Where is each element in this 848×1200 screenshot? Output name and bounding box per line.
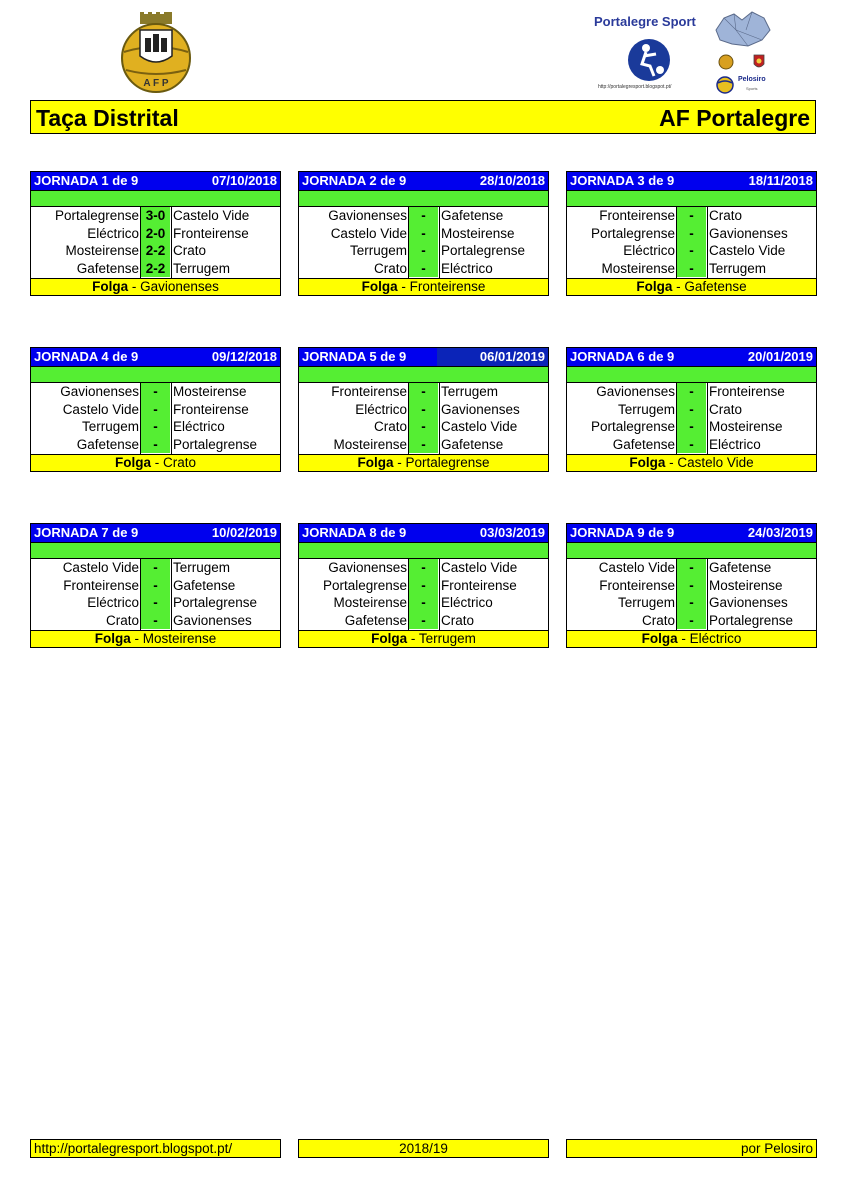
match-row <box>299 436 548 454</box>
round-subheader <box>567 542 816 559</box>
match-score: - <box>409 383 438 401</box>
folga-label: Folga <box>361 279 398 294</box>
round-folga: Folga - Mosteirense <box>31 630 280 647</box>
home-team: Fronteirense <box>331 384 407 399</box>
match-row <box>31 401 280 419</box>
match-row <box>299 225 548 243</box>
round-header <box>299 172 548 190</box>
away-team: Terrugem <box>441 384 499 399</box>
match-score: - <box>677 594 706 612</box>
round-title: JORNADA 8 de 9 <box>302 525 407 540</box>
page-title: Taça Distrital <box>36 105 179 131</box>
district-map-icon <box>712 10 774 55</box>
folga-label: Folga <box>94 631 131 646</box>
match-row <box>567 401 816 419</box>
round-subheader <box>31 190 280 207</box>
folga-team: Fronteirense <box>409 279 486 294</box>
round-matches <box>299 383 548 454</box>
football-player-icon <box>624 38 674 87</box>
match-score: 2-2 <box>141 242 170 260</box>
away-team: Terrugem <box>173 260 231 276</box>
round-title: JORNADA 5 de 9 <box>302 349 407 364</box>
home-team: Castelo Vide <box>62 401 139 417</box>
home-team: Gavionenses <box>596 384 675 399</box>
away-team: Crato <box>709 401 743 417</box>
ps-logo-title: Portalegre Sport <box>594 14 696 29</box>
away-team: Portalegrense <box>441 243 526 258</box>
match-score: 2-0 <box>141 225 170 243</box>
round-header <box>31 348 280 366</box>
match-score: - <box>677 577 706 595</box>
folga-label: Folga <box>114 455 151 470</box>
round-block <box>298 523 549 648</box>
match-row <box>31 436 280 454</box>
round-folga: Folga - Portalegrense <box>299 454 548 471</box>
round-header <box>567 524 816 542</box>
round-header <box>567 172 816 190</box>
home-team: Gafetense <box>76 436 139 452</box>
home-team: Eléctrico <box>355 401 407 417</box>
match-row <box>31 594 280 612</box>
away-team: Mosteirense <box>173 384 247 399</box>
away-team: Gafetense <box>173 577 236 593</box>
away-team: Eléctrico <box>173 419 225 434</box>
folga-team: Mosteirense <box>142 631 217 646</box>
round-block <box>566 347 817 472</box>
away-team: Eléctrico <box>441 595 493 610</box>
round-header <box>31 524 280 542</box>
round-subheader <box>31 542 280 559</box>
away-team: Fronteirense <box>441 577 517 593</box>
round-subheader <box>31 366 280 383</box>
match-score: - <box>141 383 170 401</box>
match-score: - <box>409 559 438 577</box>
round-date: 09/12/2018 <box>211 349 277 364</box>
away-team: Crato <box>709 208 743 223</box>
afp-crest-logo <box>118 12 194 94</box>
match-row <box>567 207 816 225</box>
folga-label: Folga <box>92 279 129 294</box>
round-date: 20/01/2019 <box>747 349 813 364</box>
folga-label: Folga <box>371 631 408 646</box>
round-subheader <box>567 366 816 383</box>
folga-team: Terrugem <box>418 631 476 646</box>
round-header <box>567 348 816 366</box>
match-score: - <box>677 559 706 577</box>
home-team: Fronteirense <box>63 577 139 593</box>
match-score: - <box>409 225 438 243</box>
match-row <box>31 242 280 260</box>
home-team: Gavionenses <box>328 560 407 575</box>
association-title: AF Portalegre <box>659 105 810 131</box>
home-team: Gavionenses <box>328 208 407 223</box>
match-row <box>567 436 816 454</box>
away-team: Portalegrense <box>173 595 258 610</box>
round-header <box>299 348 548 366</box>
match-row <box>299 242 548 260</box>
home-team: Terrugem <box>81 419 139 434</box>
match-score: - <box>409 401 438 419</box>
away-team: Fronteirense <box>173 401 249 417</box>
ps-logo-brand: Pelosiro <box>738 76 766 83</box>
round-subheader <box>299 366 548 383</box>
match-score: - <box>141 401 170 419</box>
match-score: - <box>409 436 438 454</box>
folga-label: Folga <box>641 631 678 646</box>
home-team: Eléctrico <box>623 243 675 258</box>
round-matches <box>567 383 816 454</box>
match-row <box>567 418 816 436</box>
round-folga: Folga - Gavionenses <box>31 278 280 295</box>
match-score: - <box>677 401 706 419</box>
match-row <box>567 612 816 630</box>
round-matches <box>31 559 280 630</box>
away-team: Fronteirense <box>173 225 249 241</box>
match-score: - <box>409 260 438 278</box>
round-matches <box>299 207 548 278</box>
away-team: Mosteirense <box>709 419 783 434</box>
match-score: - <box>677 436 706 454</box>
folga-label: Folga <box>636 279 673 294</box>
round-title: JORNADA 4 de 9 <box>34 349 139 364</box>
round-folga: Folga - Castelo Vide <box>567 454 816 471</box>
round-block <box>30 523 281 648</box>
match-row <box>299 418 548 436</box>
home-team: Mosteirense <box>333 595 407 610</box>
match-score: - <box>141 577 170 595</box>
folga-team: Gavionenses <box>140 279 219 294</box>
away-team: Castelo Vide <box>441 560 518 575</box>
match-row <box>567 594 816 612</box>
home-team: Portalegrense <box>590 419 675 434</box>
away-team: Gafetense <box>441 436 504 452</box>
away-team: Castelo Vide <box>709 243 786 258</box>
match-row <box>299 559 548 577</box>
round-header <box>31 172 280 190</box>
match-score: - <box>677 207 706 225</box>
match-row <box>299 612 548 630</box>
home-team: Fronteirense <box>599 577 675 593</box>
match-row <box>299 383 548 401</box>
footer-season-text: 2018/19 <box>399 1141 448 1156</box>
home-team: Mosteirense <box>65 243 139 258</box>
home-team: Eléctrico <box>87 225 139 241</box>
home-team: Portalegrense <box>322 577 407 593</box>
match-row <box>31 207 280 225</box>
match-row <box>31 225 280 243</box>
round-date: 07/10/2018 <box>211 173 277 188</box>
pelosiro-ball-icon <box>716 76 734 99</box>
away-team: Eléctrico <box>709 436 761 452</box>
footer-season <box>298 1139 549 1158</box>
home-team: Eléctrico <box>87 595 139 610</box>
round-matches <box>567 559 816 630</box>
round-subheader <box>567 190 816 207</box>
match-row <box>567 383 816 401</box>
round-title: JORNADA 6 de 9 <box>570 349 675 364</box>
round-matches <box>31 207 280 278</box>
round-folga: Folga - Terrugem <box>299 630 548 647</box>
round-title: JORNADA 2 de 9 <box>302 173 407 188</box>
home-team: Crato <box>373 260 407 276</box>
home-team: Mosteirense <box>333 436 407 452</box>
away-team: Gafetense <box>441 208 504 223</box>
round-block <box>566 171 817 296</box>
match-score: - <box>677 612 706 630</box>
round-header <box>299 524 548 542</box>
folga-label: Folga <box>629 455 666 470</box>
badges-icon <box>712 52 774 79</box>
away-team: Gavionenses <box>709 225 788 241</box>
round-title: JORNADA 1 de 9 <box>34 173 139 188</box>
away-team: Gavionenses <box>441 401 520 417</box>
match-row <box>567 577 816 595</box>
match-row <box>567 225 816 243</box>
home-team: Terrugem <box>617 595 675 610</box>
match-score: 2-2 <box>141 260 170 278</box>
match-score: - <box>409 418 438 436</box>
away-team: Terrugem <box>173 560 231 575</box>
round-block <box>298 347 549 472</box>
match-row <box>31 383 280 401</box>
folga-team: Crato <box>162 455 196 470</box>
home-team: Castelo Vide <box>598 560 675 575</box>
away-team: Portalegrense <box>709 612 794 628</box>
round-date: 10/02/2019 <box>211 525 277 540</box>
match-row <box>299 594 548 612</box>
away-team: Eléctrico <box>441 260 493 276</box>
match-score: 3-0 <box>141 207 170 225</box>
match-score: - <box>141 594 170 612</box>
folga-team: Eléctrico <box>689 631 742 646</box>
round-folga: Folga - Gafetense <box>567 278 816 295</box>
match-row <box>31 577 280 595</box>
home-team: Mosteirense <box>601 260 675 276</box>
home-team: Fronteirense <box>599 208 675 223</box>
match-score: - <box>677 418 706 436</box>
match-row <box>567 559 816 577</box>
away-team: Portalegrense <box>173 436 258 452</box>
away-team: Gavionenses <box>709 595 788 610</box>
title-bar <box>30 100 816 134</box>
away-team: Fronteirense <box>709 384 785 399</box>
home-team: Portalegrense <box>54 208 139 223</box>
away-team: Mosteirense <box>441 225 515 241</box>
round-title: JORNADA 9 de 9 <box>570 525 675 540</box>
round-date: 18/11/2018 <box>748 173 813 188</box>
round-block <box>298 171 549 296</box>
match-row <box>567 260 816 278</box>
ps-logo-brand-sub: Sports <box>746 86 758 91</box>
round-folga: Folga - Fronteirense <box>299 278 548 295</box>
round-folga: Folga - Eléctrico <box>567 630 816 647</box>
round-block <box>30 171 281 296</box>
home-team: Castelo Vide <box>330 225 407 241</box>
match-row <box>31 612 280 630</box>
round-date: 24/03/2019 <box>747 525 813 540</box>
round-title: JORNADA 7 de 9 <box>34 525 139 540</box>
home-team: Terrugem <box>617 401 675 417</box>
round-subheader <box>299 190 548 207</box>
match-score: - <box>409 577 438 595</box>
home-team: Crato <box>641 612 675 628</box>
round-subheader <box>299 542 548 559</box>
portalegre-sport-logo <box>588 10 788 96</box>
away-team: Crato <box>173 243 207 258</box>
afp-letters: A F P <box>143 78 169 89</box>
home-team: Gafetense <box>612 436 675 452</box>
home-team: Gafetense <box>344 612 407 628</box>
match-score: - <box>141 559 170 577</box>
match-row <box>31 418 280 436</box>
match-score: - <box>409 594 438 612</box>
match-score: - <box>141 418 170 436</box>
round-block <box>30 347 281 472</box>
match-row <box>299 401 548 419</box>
match-score: - <box>409 207 438 225</box>
away-team: Crato <box>441 612 475 628</box>
home-team: Castelo Vide <box>62 560 139 575</box>
away-team: Terrugem <box>709 260 767 276</box>
match-score: - <box>141 612 170 630</box>
match-score: - <box>677 383 706 401</box>
home-team: Crato <box>373 419 407 434</box>
round-matches <box>31 383 280 454</box>
match-row <box>567 242 816 260</box>
home-team: Portalegrense <box>590 225 675 241</box>
away-team: Mosteirense <box>709 577 783 593</box>
round-block <box>566 523 817 648</box>
away-team: Castelo Vide <box>173 208 250 223</box>
round-title: JORNADA 3 de 9 <box>570 173 675 188</box>
footer-credit <box>566 1139 817 1158</box>
home-team: Gafetense <box>76 260 139 276</box>
round-date: 28/10/2018 <box>479 173 545 188</box>
home-team: Crato <box>105 612 139 628</box>
home-team: Terrugem <box>349 243 407 258</box>
folga-team: Castelo Vide <box>677 455 754 470</box>
match-score: - <box>409 612 438 630</box>
match-row <box>299 260 548 278</box>
folga-label: Folga <box>357 455 394 470</box>
home-team: Gavionenses <box>60 384 139 399</box>
match-score: - <box>141 436 170 454</box>
round-date: 03/03/2019 <box>479 525 545 540</box>
match-score: - <box>677 260 706 278</box>
footer-url[interactable] <box>30 1139 281 1158</box>
match-score: - <box>677 242 706 260</box>
round-matches <box>299 559 548 630</box>
folga-team: Gafetense <box>684 279 747 294</box>
match-row <box>299 577 548 595</box>
match-score: - <box>677 225 706 243</box>
away-team: Gavionenses <box>173 612 252 628</box>
footer-credit-text: por Pelosiro <box>740 1141 813 1156</box>
folga-team: Portalegrense <box>405 455 490 470</box>
round-matches <box>567 207 816 278</box>
away-team: Gafetense <box>709 560 772 575</box>
ps-logo-url: http://portalegresport.blogspot.pt/ <box>598 84 672 90</box>
footer-url-text[interactable]: http://portalegresport.blogspot.pt/ <box>34 1141 233 1156</box>
match-row <box>31 260 280 278</box>
match-row <box>31 559 280 577</box>
away-team: Castelo Vide <box>441 419 518 434</box>
round-date: 06/01/2019 <box>479 349 545 364</box>
round-folga: Folga - Crato <box>31 454 280 471</box>
match-row <box>299 207 548 225</box>
match-score: - <box>409 242 438 260</box>
